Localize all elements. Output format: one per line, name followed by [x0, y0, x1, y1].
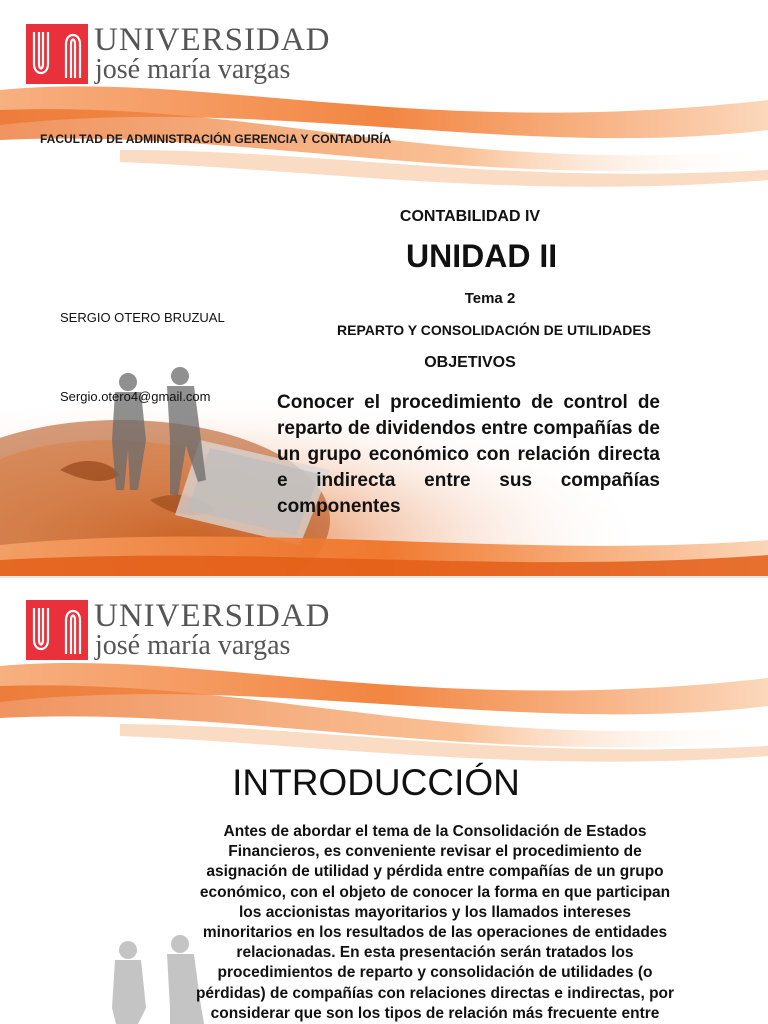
university-name: UNIVERSIDAD: [94, 22, 331, 58]
author-name: SERGIO OTERO BRUZUAL: [60, 310, 225, 325]
university-logo: [26, 24, 88, 84]
introduction-line: minoritarios en los resultados de las operaciones de entidades: [202, 924, 668, 942]
objective-text: Conocer el procedimiento de control de reparto de dividendos entre compañías de un grupo económico con relación directa e indirecta entre sus compañías componentes: [277, 392, 660, 517]
introduction-line: económico, con el objeto de conocer la forma en que participan: [199, 883, 671, 901]
introduction-line: Financieros, es conveniente revisar el procedimiento de: [228, 843, 642, 861]
introduction-line: considerar que son los tipos de relación más frecuente entre: [210, 1004, 660, 1022]
university-name: UNIVERSIDAD: [94, 598, 331, 634]
introduction-body: [160, 822, 710, 1024]
faculty-name: FACULTAD DE ADMINISTRACIÓN GERENCIA Y CONTADURÍA: [40, 132, 392, 146]
introduction-line: Antes de abordar el tema de la Consolidación de Estados: [223, 823, 647, 840]
introduction-line: procedimientos de reparto y consolidación de utilidades (o: [217, 964, 653, 982]
university-subname: josé maría vargas: [95, 54, 291, 85]
introduction-title: INTRODUCCIÓN: [232, 762, 520, 803]
introduction-line: pérdidas) de compañías con relaciones directas e indirectas, por: [195, 984, 675, 1002]
author-email: Sergio.otero4@gmail.com: [60, 389, 211, 404]
university-subname: josé maría vargas: [95, 630, 291, 661]
topic-number: Tema 2: [464, 290, 516, 307]
slide-introduction: [0, 578, 768, 1024]
introduction-line: asignación de utilidad y pérdida entre compañías de un grupo: [206, 863, 664, 881]
course-name: CONTABILIDAD IV: [399, 208, 541, 225]
university-logo: [26, 600, 88, 660]
objectives-heading: OBJETIVOS: [424, 354, 516, 371]
topic-title: REPARTO Y CONSOLIDACIÓN DE UTILIDADES: [337, 322, 651, 338]
unit-title: UNIDAD II: [406, 238, 558, 274]
introduction-line: los accionistas mayoritarios y los llamados intereses: [239, 903, 631, 921]
introduction-line: relacionadas. En esta presentación serán tratados los: [236, 944, 634, 962]
